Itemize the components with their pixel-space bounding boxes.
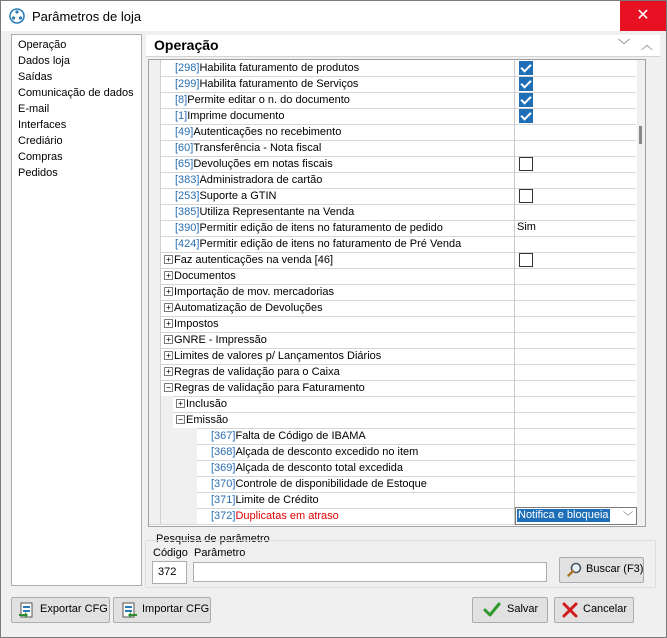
parameter-value-cell[interactable]	[514, 428, 636, 444]
row-gutter	[149, 428, 161, 444]
parameter-name-cell	[161, 172, 514, 188]
parameter-label	[211, 461, 403, 475]
parameter-label	[175, 61, 359, 75]
parameter-name-cell	[161, 316, 514, 332]
parameter-value-cell[interactable]	[514, 396, 636, 412]
parameter-row[interactable]	[149, 156, 636, 173]
parameter-row[interactable]	[149, 300, 636, 317]
codigo-label: Código	[153, 547, 188, 559]
parameter-row[interactable]	[149, 476, 636, 493]
parameter-label	[186, 413, 228, 427]
parameter-description: Imprime documento	[187, 110, 285, 122]
parameter-code: [253]	[175, 190, 200, 202]
parameter-row[interactable]	[149, 268, 636, 285]
parameter-description: Utiliza Representante na Venda	[199, 206, 355, 218]
parameter-description: Falta de Código de IBAMA	[235, 430, 366, 442]
parameter-row[interactable]	[149, 60, 636, 77]
parameter-code: [299]	[175, 78, 200, 90]
parameter-name-cell	[161, 268, 514, 284]
scroll-thumb[interactable]	[639, 126, 642, 144]
parameter-row[interactable]	[149, 396, 636, 413]
parameter-row[interactable]	[149, 140, 636, 157]
parameter-row[interactable]	[149, 332, 636, 349]
parameter-description: Habilita faturamento de Serviços	[199, 78, 359, 90]
parameter-code: [298]	[175, 62, 200, 74]
parameter-label	[175, 173, 322, 187]
parameter-value-cell[interactable]	[514, 204, 636, 220]
parameter-code: [49]	[175, 126, 194, 138]
codigo-input[interactable]	[152, 561, 187, 584]
row-gutter	[149, 124, 161, 140]
parameter-label	[211, 477, 427, 491]
parameter-name-cell	[161, 476, 514, 492]
expand-icon[interactable]: +	[164, 255, 173, 264]
parametro-label: Parâmetro	[194, 547, 246, 559]
row-gutter	[149, 508, 161, 524]
parameter-description: Regras de validação para o Caixa	[174, 366, 340, 378]
parameter-value-cell[interactable]	[514, 188, 636, 204]
parameter-description: Regras de validação para Faturamento	[174, 382, 365, 394]
parameter-value-cell[interactable]	[514, 140, 636, 156]
search-icon	[566, 561, 584, 579]
parameter-row[interactable]	[149, 364, 636, 381]
parameter-value-cell[interactable]	[514, 236, 636, 252]
row-gutter	[149, 92, 161, 108]
parameter-name-cell	[161, 428, 514, 444]
row-gutter	[149, 188, 161, 204]
parameter-label	[174, 333, 267, 347]
row-gutter	[149, 60, 161, 76]
row-gutter	[149, 172, 161, 188]
parameter-name-cell	[161, 412, 514, 428]
parameter-description: GNRE - Impressão	[174, 334, 267, 346]
parameter-description: Automatização de Devoluções	[174, 302, 323, 314]
row-gutter	[149, 284, 161, 300]
parameter-row[interactable]	[149, 236, 636, 253]
salvar-button[interactable]	[472, 597, 548, 623]
expand-icon[interactable]: +	[164, 287, 173, 296]
buscar-button[interactable]	[559, 557, 644, 583]
expand-icon[interactable]: +	[164, 351, 173, 360]
parameter-label	[211, 493, 319, 507]
parameter-row[interactable]	[149, 92, 636, 109]
parameter-label	[174, 253, 333, 267]
parameter-row[interactable]	[149, 348, 636, 365]
parameter-label	[211, 509, 339, 523]
cancelar-label: Cancelar	[583, 603, 628, 615]
window-title: Parâmetros de loja	[32, 9, 142, 24]
parameter-row[interactable]	[149, 380, 636, 397]
parameter-description: Inclusão	[186, 398, 227, 410]
nav-item[interactable]: Interfaces	[18, 119, 67, 131]
close-button[interactable]: ✕	[620, 1, 666, 31]
parameter-row[interactable]	[149, 204, 636, 221]
parameter-description: Documentos	[174, 270, 236, 282]
importar-label: Importar CFG	[142, 603, 210, 615]
parameter-name-cell	[161, 156, 514, 172]
parameter-name-cell	[161, 460, 514, 476]
parameter-checkbox[interactable]	[519, 157, 533, 171]
parameter-name-cell	[161, 140, 514, 156]
nav-item[interactable]: Crediário	[18, 135, 63, 147]
parameter-row[interactable]	[149, 444, 636, 461]
parameter-code: [8]	[175, 94, 188, 106]
parameter-label	[175, 221, 443, 235]
parameter-value: Sim	[517, 221, 536, 233]
parameter-row[interactable]	[149, 220, 636, 237]
parameter-name-cell	[161, 204, 514, 220]
app-icon	[9, 8, 25, 24]
parameter-checkbox[interactable]	[519, 253, 533, 267]
expand-icon[interactable]: +	[164, 319, 173, 328]
row-gutter	[149, 140, 161, 156]
parameter-description: Devoluções em notas fiscais	[193, 158, 333, 170]
parameter-value-cell[interactable]	[514, 284, 636, 300]
row-gutter	[149, 300, 161, 316]
exportar-cfg-button[interactable]	[11, 597, 110, 623]
parameter-value-cell[interactable]	[514, 508, 636, 524]
parameter-value-cell[interactable]	[514, 156, 636, 172]
parameter-value-cell[interactable]	[514, 316, 636, 332]
search-group-legend: Pesquisa de parâmetro	[153, 533, 273, 545]
parameter-description: Administradora de cartão	[199, 174, 323, 186]
expand-icon[interactable]: +	[164, 367, 173, 376]
parameter-value-cell[interactable]	[514, 76, 636, 92]
parameter-code: [383]	[175, 174, 200, 186]
parameter-row[interactable]	[149, 460, 636, 477]
export-icon	[18, 601, 36, 619]
row-gutter	[149, 380, 161, 396]
parameter-value-cell[interactable]	[514, 60, 636, 76]
row-gutter	[149, 492, 161, 508]
parameter-value-cell[interactable]	[514, 380, 636, 396]
parameter-row[interactable]	[149, 124, 636, 141]
parameter-name-cell	[161, 300, 514, 316]
codigo-value: 372	[158, 566, 177, 578]
importar-cfg-button[interactable]	[113, 597, 211, 623]
parameter-label	[175, 109, 284, 123]
parameter-code: [368]	[211, 446, 236, 458]
parameter-label	[174, 349, 381, 363]
row-gutter	[149, 76, 161, 92]
parameter-label	[174, 381, 365, 395]
parameter-name-cell	[161, 332, 514, 348]
parameter-label	[175, 157, 333, 171]
parameter-code: [424]	[175, 238, 200, 250]
row-gutter	[149, 108, 161, 124]
parameter-name-cell	[161, 124, 514, 140]
nav-item[interactable]: Dados loja	[18, 55, 70, 67]
parameter-label	[175, 205, 354, 219]
parameter-name-cell	[161, 492, 514, 508]
parameter-label	[175, 125, 341, 139]
parameter-code: [1]	[175, 110, 188, 122]
parameter-row[interactable]	[149, 316, 636, 333]
parameter-value-cell[interactable]	[514, 460, 636, 476]
nav-item[interactable]: Operação	[18, 39, 67, 51]
parameter-description: Permitir edição de itens no faturamento de pedido	[199, 222, 443, 234]
parameter-name-cell	[161, 252, 514, 268]
parameter-name-cell	[161, 508, 514, 524]
chevron-down-icon[interactable]: ﹀	[617, 38, 630, 52]
parameter-code: [371]	[211, 494, 236, 506]
parameter-description: Controle de disponibilidade de Estoque	[235, 478, 427, 490]
parameter-label	[174, 269, 236, 283]
row-gutter	[149, 220, 161, 236]
parameter-label	[175, 93, 350, 107]
parameter-name-cell	[161, 220, 514, 236]
parameter-value-cell[interactable]	[514, 348, 636, 364]
parameter-description: Faz autenticações na venda [46]	[174, 254, 333, 266]
parameter-name-cell	[161, 364, 514, 380]
parameter-value-cell[interactable]	[514, 412, 636, 428]
parameter-code: [60]	[175, 142, 194, 154]
parameter-value-cell[interactable]	[514, 124, 636, 140]
parameter-row[interactable]	[149, 412, 636, 429]
parameter-description: Limite de Crédito	[235, 494, 319, 506]
row-gutter	[149, 236, 161, 252]
parameter-description: Importação de mov. mercadorias	[174, 286, 334, 298]
parameter-label	[174, 365, 340, 379]
parameter-code: [367]	[211, 430, 236, 442]
vertical-scrollbar[interactable]	[637, 60, 645, 526]
parameter-row[interactable]	[149, 108, 636, 125]
parameter-name-cell	[161, 76, 514, 92]
row-gutter	[149, 316, 161, 332]
import-icon	[120, 601, 138, 619]
parameter-description: Permitir edição de itens no faturamento de Pré Venda	[199, 238, 462, 250]
parameter-checkbox[interactable]	[519, 189, 533, 203]
parameter-description: Transferência - Nota fiscal	[193, 142, 322, 154]
row-gutter	[149, 348, 161, 364]
nav-item[interactable]: Pedidos	[18, 167, 58, 179]
parameter-name-cell	[161, 396, 514, 412]
parameter-row[interactable]	[149, 284, 636, 301]
expand-icon[interactable]: +	[176, 399, 185, 408]
parameter-description: Suporte a GTIN	[199, 190, 277, 202]
parameter-code: [385]	[175, 206, 200, 218]
parameter-code: [372]	[211, 510, 236, 522]
parameter-label	[175, 141, 321, 155]
parameter-label	[175, 237, 461, 251]
parameter-checkbox[interactable]	[519, 93, 533, 107]
section-header	[146, 35, 660, 57]
row-gutter	[149, 156, 161, 172]
nav-item[interactable]: Comunicação de dados	[18, 87, 134, 99]
parameter-label	[174, 285, 334, 299]
cancel-x-icon	[561, 601, 579, 619]
parameter-description: Alçada de desconto total excedida	[235, 462, 404, 474]
salvar-label: Salvar	[507, 603, 539, 615]
parameter-label	[186, 397, 227, 411]
nav-item[interactable]: Saídas	[18, 71, 53, 83]
parameter-label	[174, 301, 323, 315]
parameter-name-cell	[161, 188, 514, 204]
chevron-down-icon[interactable]: ﹀	[623, 512, 633, 523]
parameter-checkbox[interactable]	[519, 77, 533, 91]
parameter-value-cell[interactable]	[514, 108, 636, 124]
parameter-description: Habilita faturamento de produtos	[199, 62, 360, 74]
buscar-label: Buscar (F3)	[586, 563, 644, 575]
nav-item[interactable]: E-mail	[18, 103, 50, 115]
chevron-up-icon[interactable]: ︿	[640, 38, 653, 52]
title-bar	[1, 1, 666, 31]
parameter-code: [370]	[211, 478, 236, 490]
row-gutter	[149, 396, 161, 412]
parameter-name-cell	[161, 348, 514, 364]
parameter-code: [369]	[211, 462, 236, 474]
parameter-row[interactable]	[149, 76, 636, 93]
row-gutter	[149, 460, 161, 476]
parameter-value-cell[interactable]	[514, 492, 636, 508]
parameter-checkbox[interactable]	[519, 61, 533, 75]
row-gutter	[149, 332, 161, 348]
parameter-code: [390]	[175, 222, 200, 234]
parameter-row[interactable]	[149, 252, 636, 269]
parameter-label	[175, 77, 358, 91]
section-title: Operação	[154, 37, 219, 53]
collapse-icon[interactable]: −	[164, 383, 173, 392]
parameter-name-cell	[161, 60, 514, 76]
parameter-value-cell[interactable]	[514, 252, 636, 268]
parameter-description: Alçada de desconto excedido no item	[235, 446, 419, 458]
row-gutter	[149, 364, 161, 380]
parameter-value-cell[interactable]	[514, 92, 636, 108]
expand-icon[interactable]: +	[164, 303, 173, 312]
parameter-name-cell	[161, 92, 514, 108]
parameter-description: Autenticações no recebimento	[193, 126, 342, 138]
parameter-name-cell	[161, 108, 514, 124]
row-gutter	[149, 204, 161, 220]
parameter-description: Emissão	[186, 414, 229, 426]
parameter-code: [65]	[175, 158, 194, 170]
parameter-value-cell[interactable]	[514, 444, 636, 460]
parameter-name-cell	[161, 380, 514, 396]
parameter-description: Duplicatas em atraso	[235, 510, 339, 522]
parameter-value-cell[interactable]	[514, 364, 636, 380]
row-gutter	[149, 444, 161, 460]
parameter-dropdown[interactable]	[515, 507, 637, 525]
parametro-input[interactable]	[193, 562, 547, 582]
parameter-name-cell	[161, 284, 514, 300]
expand-icon[interactable]: +	[164, 335, 173, 344]
nav-item[interactable]: Compras	[18, 151, 63, 163]
row-gutter	[149, 268, 161, 284]
check-icon	[483, 601, 501, 619]
parameter-checkbox[interactable]	[519, 109, 533, 123]
parameter-label	[175, 189, 277, 203]
parameter-row[interactable]	[149, 188, 636, 205]
parameter-value-cell[interactable]	[514, 476, 636, 492]
parameter-name-cell	[161, 444, 514, 460]
parameter-value-cell[interactable]	[514, 220, 636, 236]
parameter-value-cell[interactable]	[514, 268, 636, 284]
parameter-row[interactable]	[149, 428, 636, 445]
parameter-description: Permite editar o n. do documento	[187, 94, 350, 106]
row-gutter	[149, 476, 161, 492]
parameter-value-cell[interactable]	[514, 172, 636, 188]
parameter-label	[211, 429, 366, 443]
parameter-label	[174, 317, 219, 331]
parameter-description: Impostos	[174, 318, 219, 330]
parameter-label	[211, 445, 418, 459]
parameter-name-cell	[161, 236, 514, 252]
parameter-row[interactable]	[149, 172, 636, 189]
exportar-label: Exportar CFG	[40, 603, 108, 615]
dropdown-selected-value: Notifica e bloqueia	[518, 509, 609, 521]
parameter-grid[interactable]	[148, 59, 646, 527]
parameter-value-cell[interactable]	[514, 332, 636, 348]
parameter-description: Limites de valores p/ Lançamentos Diários	[174, 350, 382, 362]
row-gutter	[149, 252, 161, 268]
category-list[interactable]	[11, 34, 142, 586]
parameter-value-cell[interactable]	[514, 300, 636, 316]
cancelar-button[interactable]	[554, 597, 634, 623]
row-gutter	[149, 412, 161, 428]
collapse-icon[interactable]: −	[176, 415, 185, 424]
expand-icon[interactable]: +	[164, 271, 173, 280]
parameter-row[interactable]	[149, 508, 636, 525]
